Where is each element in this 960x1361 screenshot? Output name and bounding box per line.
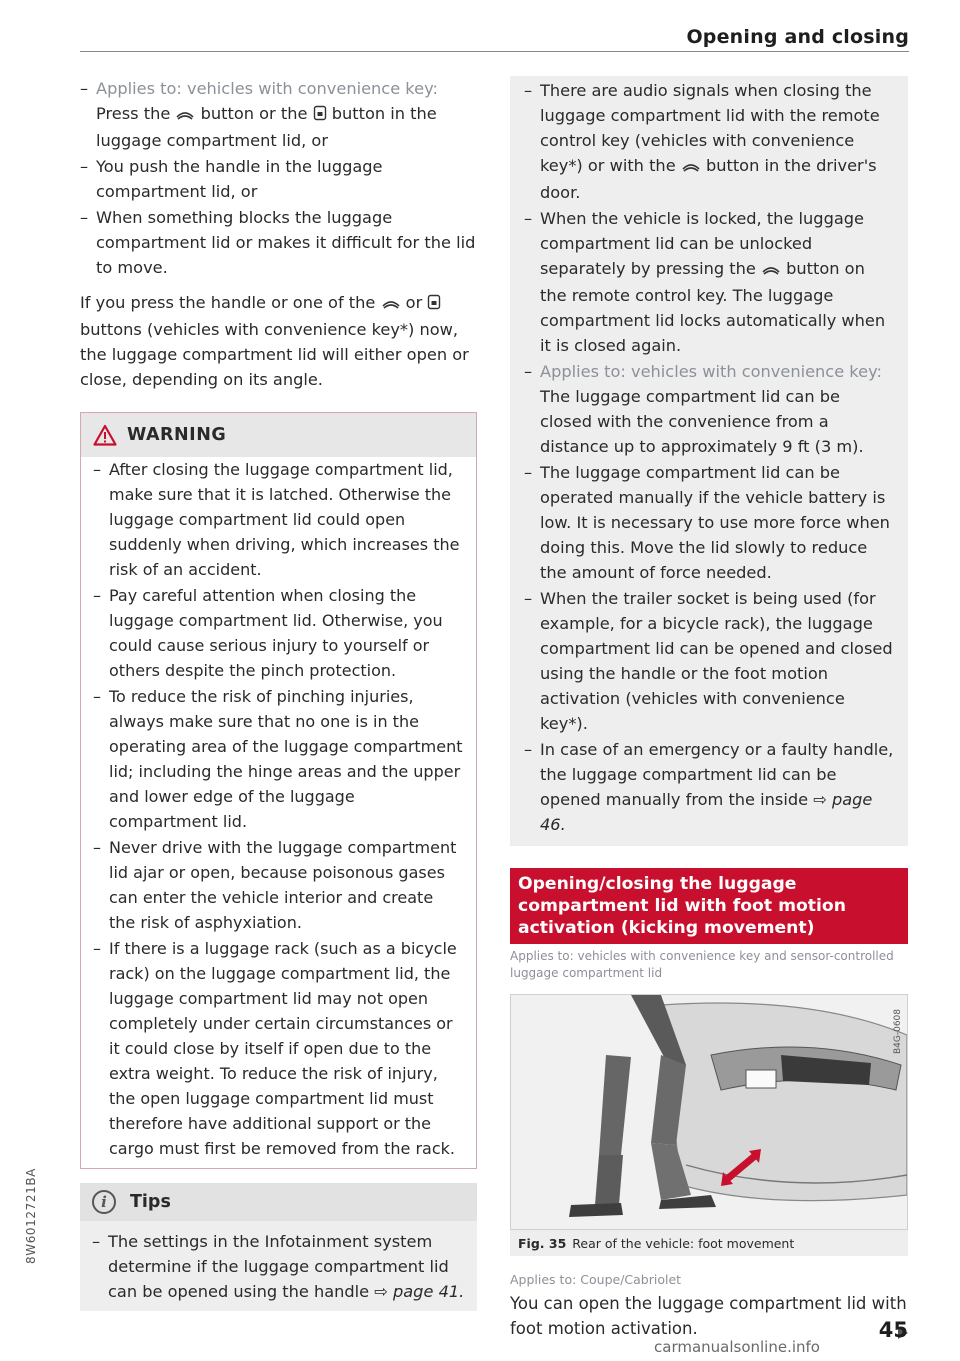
page-reference-link[interactable]: ⇨ page 46.: [540, 790, 873, 834]
intro-item-2: – You push the handle in the luggage compartment lid, or: [80, 154, 477, 204]
trunk-lock-icon: [427, 292, 441, 317]
applies-note: Applies to: vehicles with convenience key:: [540, 362, 882, 381]
intro-list: [80, 76, 477, 280]
car-key-icon: [175, 103, 195, 128]
tips-box: [80, 1183, 477, 1311]
notes-list: [524, 78, 894, 837]
header-rule: [80, 51, 909, 52]
tips-title: Tips: [130, 1192, 171, 1212]
right-column: [510, 76, 908, 1341]
final-paragraph: You can open the luggage compartment lid with foot motion activation.: [510, 1294, 907, 1338]
info-icon: i: [92, 1190, 116, 1214]
tips-item: – The settings in the Infotainment system determine if the luggage compartment lid can be opened using the handle ⇨ page 41.: [92, 1229, 465, 1304]
car-key-icon: [681, 155, 701, 180]
page-header-title: Opening and closing: [686, 26, 909, 48]
note-item-5: – When the trailer socket is being used (for example, for a bicycle rack), the luggage compartment lid can be opened and closed using the handle or the foot motion activation (vehicles with convenience key*).: [524, 586, 894, 736]
figure-illustration: [511, 995, 907, 1229]
page-reference-link[interactable]: ⇨ page 41.: [374, 1282, 465, 1301]
figure-code: B4G-0608: [893, 1009, 903, 1055]
press-handle-paragraph: If you press the handle or one of the or buttons (vehicles with convenience key*) now, the luggage compartment lid will either open or close, depending on its angle.: [80, 293, 469, 389]
warning-list: [93, 457, 464, 1161]
figure-label: Fig. 35: [518, 1235, 567, 1251]
warning-item: – If there is a luggage rack (such as a bicycle rack) on the luggage compartment lid, the luggage compartment lid may not open completely under certain circumstances or it could close by itself if open due to the extra weight. To reduce the risk of injury, the open luggage compartment lid must therefore have additional support or the cargo must first be removed from the rack.: [93, 936, 464, 1161]
warning-box: [80, 412, 477, 1169]
note-item-1: – There are audio signals when closing the luggage compartment lid with the remote control key (vehicles with convenience key*) or with the button in the driver's door.: [524, 78, 894, 205]
warning-item: – To reduce the risk of pinching injuries, always make sure that no one is in the operating area of the luggage compartment lid; including the hinge areas and the upper and lower edge of the luggage compartment lid.: [93, 684, 464, 834]
figure-caption-text: Rear of the vehicle: foot movement: [572, 1235, 795, 1251]
applies-coupe: Applies to: Coupe/Cabriolet: [510, 1272, 682, 1287]
warning-item: – Never drive with the luggage compartment lid ajar or open, because poisonous gases can enter the vehicle interior and create the risk of asphyxiation.: [93, 835, 464, 935]
warning-header: [81, 413, 476, 457]
figure-caption: [510, 1230, 908, 1256]
warning-item: – Pay careful attention when closing the luggage compartment lid. Otherwise, you could cause serious injury to yourself or others despite the pinch protection.: [93, 583, 464, 683]
tips-body: [80, 1221, 477, 1304]
tips-header: [80, 1183, 477, 1221]
warning-body: [81, 457, 476, 1168]
document-code: 8W6012721BA: [24, 1168, 38, 1264]
left-column: [80, 76, 477, 1311]
warning-triangle-icon: [93, 424, 117, 446]
note-item-4: – The luggage compartment lid can be operated manually if the vehicle battery is low. It is necessary to use more force when doing this. Move the lid slowly to reduce the amount of force needed.: [524, 460, 894, 585]
section-applies: Applies to: vehicles with convenience key and sensor-controlled luggage compartment lid: [510, 949, 894, 980]
notes-box: [510, 76, 908, 846]
note-item-6: – In case of an emergency or a faulty handle, the luggage compartment lid can be opened manually from the inside ⇨ page 46.: [524, 737, 894, 837]
applies-note: Applies to: vehicles with convenience key:: [96, 79, 438, 98]
car-key-icon: [381, 292, 401, 317]
warning-item: – After closing the luggage compartment lid, make sure that it is latched. Otherwise the luggage compartment lid could open suddenly when driving, which increases the risk of an accident.: [93, 457, 464, 582]
page-number: 45: [878, 1318, 908, 1342]
car-key-icon: [761, 258, 781, 283]
intro-item-1: – Applies to: vehicles with convenience key: Press the button or the button in the luggage compartment lid, or: [80, 76, 477, 153]
watermark: carmanualsonline.info: [654, 1338, 820, 1356]
trunk-lock-icon: [313, 103, 327, 128]
figure-foot-movement: [510, 994, 908, 1230]
note-item-2: – When the vehicle is locked, the luggage compartment lid can be unlocked separately by pressing the button on the remote control key. The luggage compartment lid locks automatically when it is closed again.: [524, 206, 894, 358]
intro-item-3: – When something blocks the luggage compartment lid or makes it difficult for the lid to move.: [80, 205, 477, 280]
note-item-3: – Applies to: vehicles with convenience key: The luggage compartment lid can be closed with the convenience from a distance up to approximately 9 ft (3 m).: [524, 359, 894, 459]
tips-list: [92, 1229, 465, 1304]
section-heading: Opening/closing the luggage compartment lid with foot motion activation (kicking movement): [510, 868, 908, 944]
warning-title: WARNING: [127, 425, 227, 445]
